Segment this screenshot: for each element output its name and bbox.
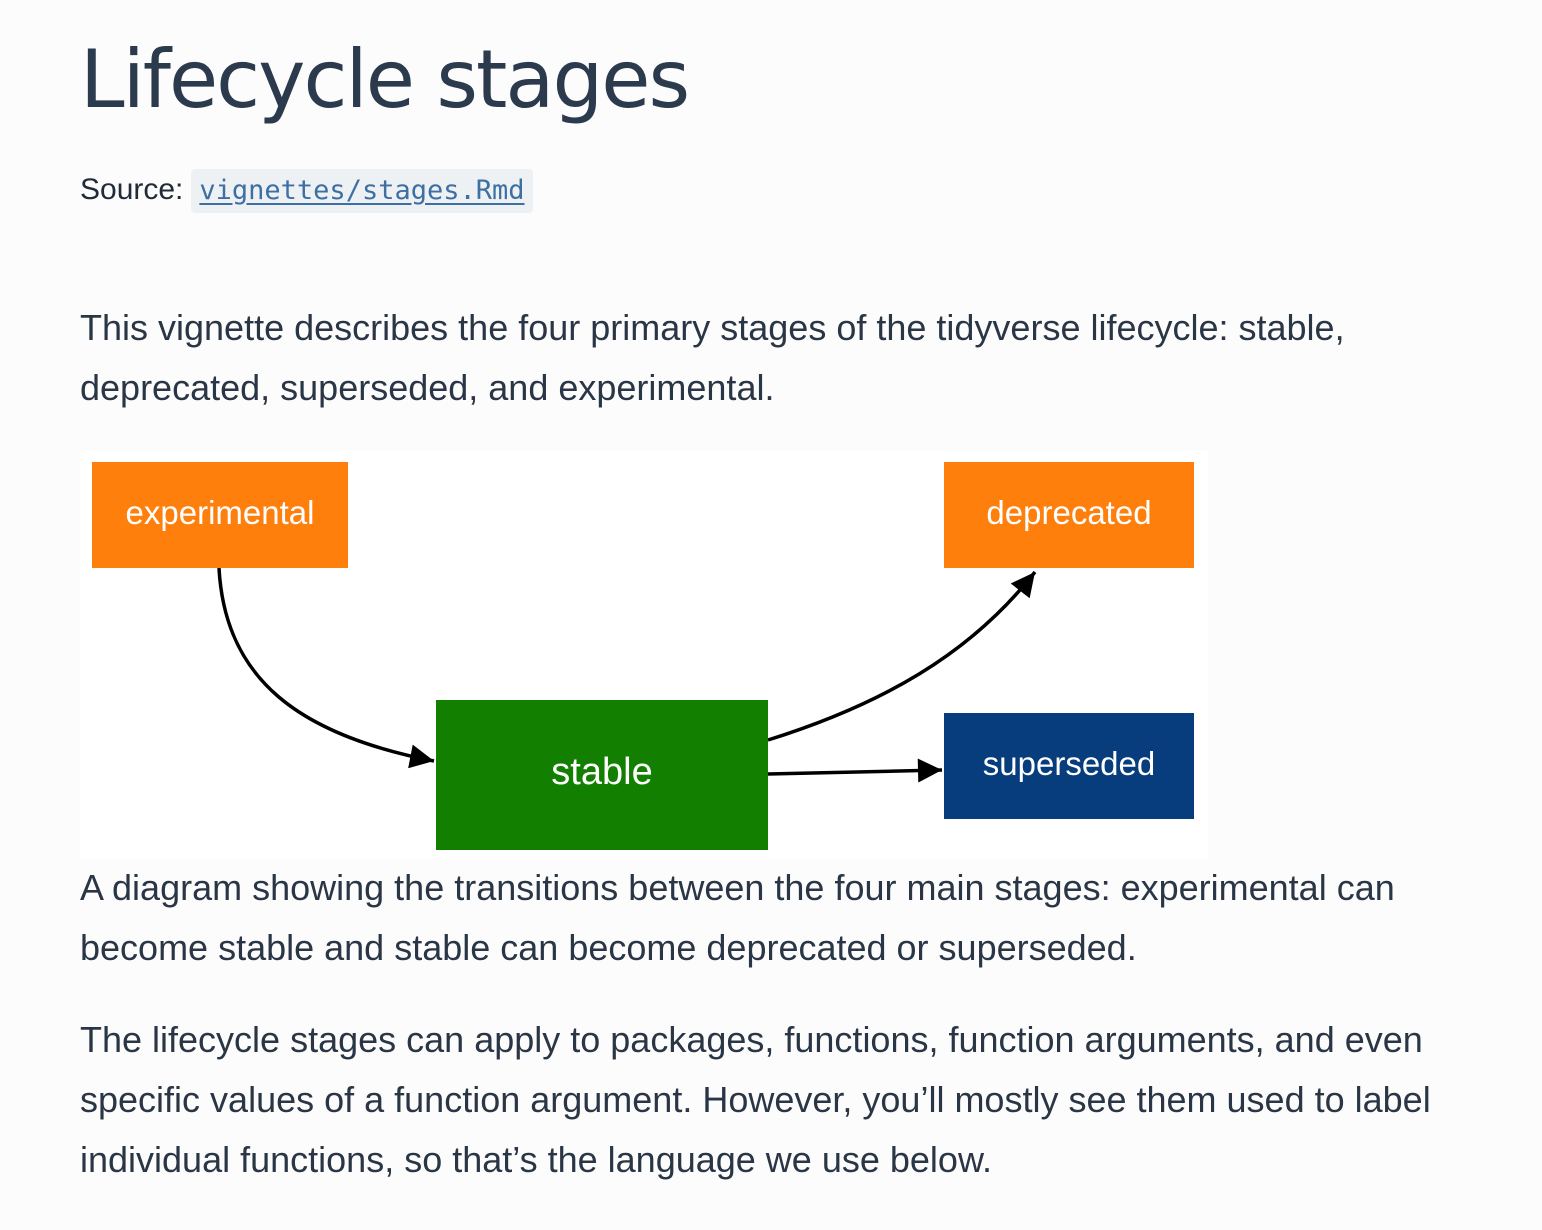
edge-stable-to-superseded	[768, 770, 942, 774]
node-stable-label: stable	[551, 751, 653, 793]
page-title: Lifecycle stages	[80, 33, 689, 126]
lifecycle-diagram-svg	[80, 450, 1208, 858]
lifecycle-diagram	[80, 450, 1208, 858]
source-code	[191, 169, 532, 213]
node-deprecated-label: deprecated	[986, 494, 1152, 531]
source-label: Source:	[80, 173, 184, 206]
node-superseded	[944, 713, 1194, 819]
diagram-caption: A diagram showing the transitions between the four main stages: experimental can become stable and stable can become deprecated or superseded.	[80, 867, 1395, 968]
node-superseded-label: superseded	[982, 745, 1156, 782]
source-link[interactable]: vignettes/stages.Rmd	[199, 175, 525, 206]
body-paragraph: The lifecycle stages can apply to packages, functions, function arguments, and even specific values of a function argument. However, you’ll mostly see them used to label individual functions, so that’s the language we use below.	[80, 1019, 1431, 1180]
node-experimental-label: experimental	[125, 494, 315, 531]
edge-experimental-to-stable	[219, 568, 434, 761]
intro-paragraph: This vignette describes the four primary stages of the tidyverse lifecycle: stable, deprecated, superseded, and experimental.	[80, 307, 1345, 408]
node-stable	[436, 700, 768, 850]
node-deprecated	[944, 462, 1194, 568]
node-experimental	[92, 462, 348, 568]
source-line	[80, 168, 533, 213]
